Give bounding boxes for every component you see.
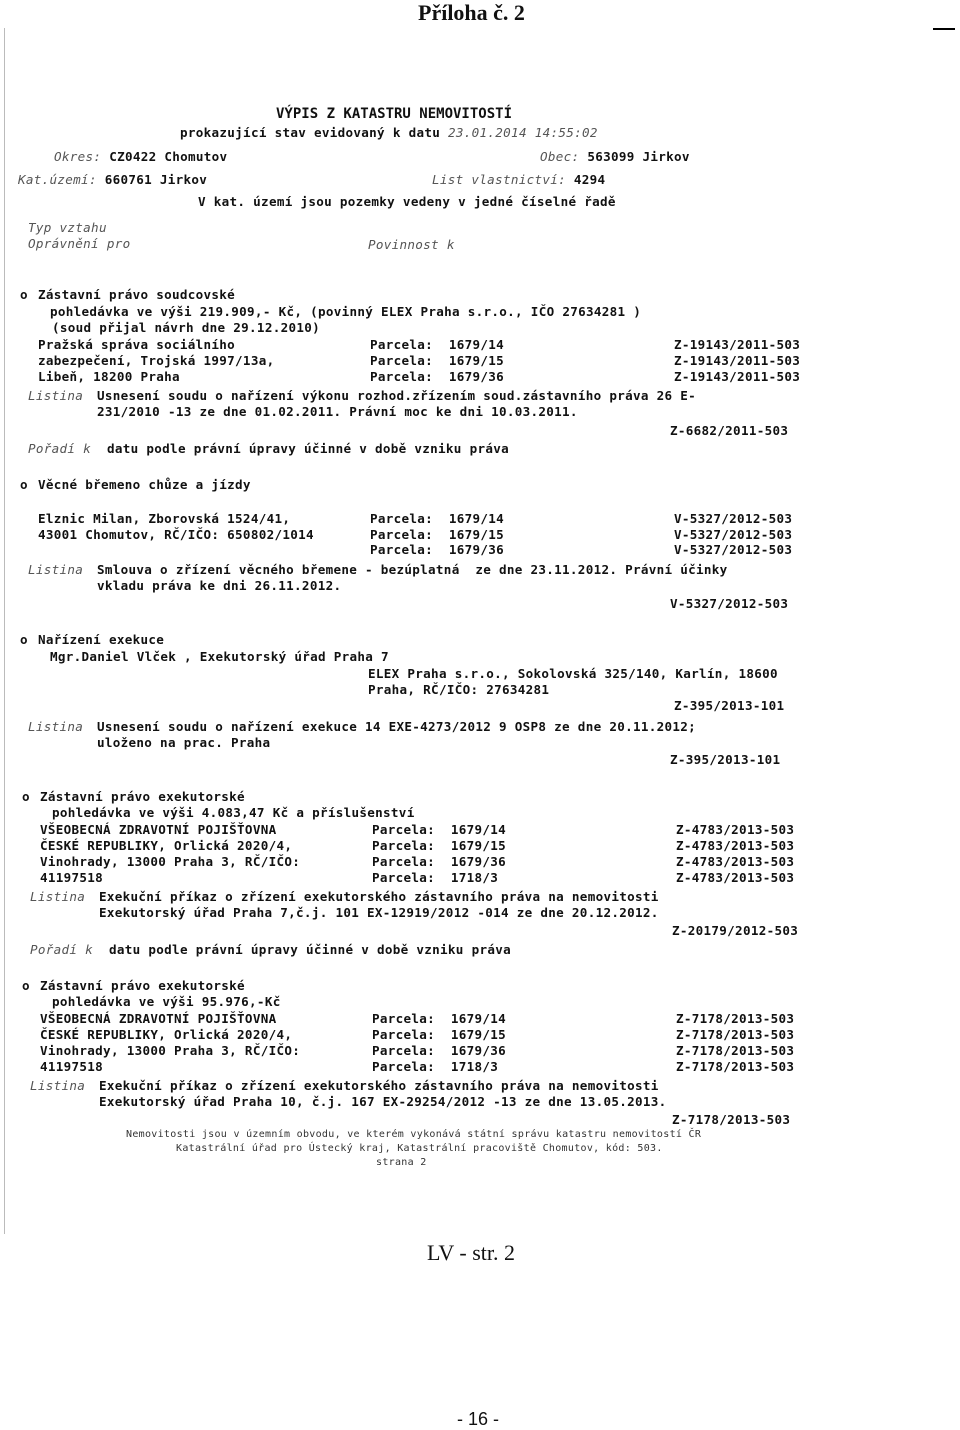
doc-footer-page: strana 2 — [376, 1157, 427, 1168]
doc-title: VÝPIS Z KATASTRU NEMOVITOSTÍ — [276, 106, 513, 122]
s2-title: Věcné břemeno chůze a jízdy — [38, 477, 251, 492]
s4-title: Zástavní právo exekutorské — [40, 789, 245, 804]
s4-parcel-1: Parcela: 1679/15 — [372, 838, 507, 853]
s1-listina-ref: Z-6682/2011-503 — [670, 423, 789, 438]
s4-parcel-0: Parcela: 1679/14 — [372, 822, 507, 837]
s4-poradi-text: datu podle právní úpravy účinné v době vzniku práva — [109, 942, 511, 957]
s2-parcel-0: Parcela: 1679/14 — [370, 511, 505, 526]
s2-listina-l2: vkladu práva ke dni 26.11.2012. — [97, 578, 342, 593]
s4-ref-0: Z-4783/2013-503 — [676, 822, 795, 837]
s4-poradi-label: Pořadí k — [30, 942, 94, 957]
s5-ref-1: Z-7178/2013-503 — [676, 1027, 795, 1042]
s3-listina-label: Listina — [28, 719, 84, 734]
s1-title: Zástavní právo soudcovské — [38, 287, 236, 302]
doc-subtitle: prokazující stav evidovaný k datu 23.01.2014 14:55:02 — [180, 125, 598, 140]
s1-ent-1: zabezpečení, Trojská 1997/13a, — [38, 353, 275, 368]
doc-note: V kat. území jsou pozemky vedeny v jedné číselné řadě — [198, 194, 616, 209]
s3-povinny-l2: Praha, RČ/IČO: 27634281 — [368, 682, 550, 697]
s1-line1: pohledávka ve výši 219.909,- Kč, (povinný ELEX Praha s.r.o., IČO 27634281 ) — [50, 304, 642, 319]
s3-bullet: o — [20, 632, 28, 647]
s5-parcel-1: Parcela: 1679/15 — [372, 1027, 507, 1042]
s2-ref-1: V-5327/2012-503 — [674, 527, 793, 542]
s5-ent-3: 41197518 — [40, 1059, 104, 1074]
s1-listina-label: Listina — [28, 388, 84, 403]
s1-ref-1: Z-19143/2011-503 — [674, 353, 801, 368]
s4-ent-3: 41197518 — [40, 870, 104, 885]
s5-parcel-0: Parcela: 1679/14 — [372, 1011, 507, 1026]
s5-parcel-3: Parcela: 1718/3 — [372, 1059, 499, 1074]
s4-ent-0: VŠEOBECNÁ ZDRAVOTNÍ POJIŠŤOVNA — [40, 822, 277, 837]
s3-line1: Mgr.Daniel Vlček , Exekutorský úřad Praha 7 — [50, 649, 389, 664]
s4-ref-2: Z-4783/2013-503 — [676, 854, 795, 869]
obec-row: Obec: 563099 Jirkov — [540, 149, 690, 164]
s5-listina-label: Listina — [30, 1078, 86, 1093]
s2-parcel-1: Parcela: 1679/15 — [370, 527, 505, 542]
s1-poradi-label: Pořadí k — [28, 441, 92, 456]
s1-ent-2: Libeň, 18200 Praha — [38, 369, 180, 384]
s2-listina-ref: V-5327/2012-503 — [670, 596, 789, 611]
s5-line1: pohledávka ve výši 95.976,-Kč — [52, 994, 281, 1009]
s3-listina-ref: Z-395/2013-101 — [670, 752, 781, 767]
page-number: - 16 - — [457, 1409, 500, 1429]
s5-listina-l2: Exekutorský úřad Praha 10, č.j. 167 EX-29254/2012 -13 ze dne 13.05.2013. — [99, 1094, 667, 1109]
s1-ref-0: Z-19143/2011-503 — [674, 337, 801, 352]
s4-ref-3: Z-4783/2013-503 — [676, 870, 795, 885]
s5-ref-0: Z-7178/2013-503 — [676, 1011, 795, 1026]
s3-listina-l2: uloženo na prac. Praha — [97, 735, 271, 750]
s2-ref-2: V-5327/2012-503 — [674, 542, 793, 557]
s1-poradi-text: datu podle právní úpravy účinné v době vzniku práva — [107, 441, 509, 456]
s1-listina-l2: 231/2010 -13 ze dne 01.02.2011. Právní moc ke dni 10.03.2011. — [97, 404, 578, 419]
katuzemi-row: Kat.území: 660761 Jirkov — [18, 172, 208, 187]
s4-listina-l1: Exekuční příkaz o zřízení exekutorského zástavního práva na nemovitosti — [99, 889, 659, 904]
s5-ent-2: Vinohrady, 13000 Praha 3, RČ/IČO: — [40, 1043, 301, 1058]
s2-listina-label: Listina — [28, 562, 84, 577]
s1-parcel-2: Parcela: 1679/36 — [370, 369, 505, 384]
s4-ent-2: Vinohrady, 13000 Praha 3, RČ/IČO: — [40, 854, 301, 869]
s4-listina-label: Listina — [30, 889, 86, 904]
s1-ent-0: Pražská správa sociálního — [38, 337, 236, 352]
s1-bullet: o — [20, 287, 28, 302]
s3-povinny-l1: ELEX Praha s.r.o., Sokolovská 325/140, Karlín, 18600 — [368, 666, 778, 681]
s4-parcel-3: Parcela: 1718/3 — [372, 870, 499, 885]
s5-listina-ref: Z-7178/2013-503 — [672, 1112, 791, 1127]
s4-line1: pohledávka ve výši 4.083,47 Kč a příslušenství — [52, 805, 415, 820]
s5-bullet: o — [22, 978, 30, 993]
s5-ent-1: ČESKÉ REPUBLIKY, Orlická 2020/4, — [40, 1027, 293, 1042]
s5-ref-2: Z-7178/2013-503 — [676, 1043, 795, 1058]
s3-listina-l1: Usnesení soudu o nařízení exekuce 14 EXE-4273/2012 9 OSP8 ze dne 20.11.2012; — [97, 719, 697, 734]
s5-title: Zástavní právo exekutorské — [40, 978, 245, 993]
s1-ref-2: Z-19143/2011-503 — [674, 369, 801, 384]
lv-page-label: LV - str. 2 — [427, 1240, 516, 1265]
s5-ref-3: Z-7178/2013-503 — [676, 1059, 795, 1074]
list-row: List vlastnictví: 4294 — [432, 172, 606, 187]
s5-listina-l1: Exekuční příkaz o zřízení exekutorského zástavního práva na nemovitosti — [99, 1078, 659, 1093]
typ-vztahu-label: Typ vztahu — [28, 220, 107, 235]
scan-border — [4, 28, 5, 1234]
s1-parcel-1: Parcela: 1679/15 — [370, 353, 505, 368]
s2-ent-1: 43001 Chomutov, RČ/IČO: 650802/1014 — [38, 527, 314, 542]
povinnost-label: Povinnost k — [368, 237, 455, 252]
s2-listina-l1: Smlouva o zřízení věcného břemene - bezúplatná ze dne 23.11.2012. Právní účinky — [97, 562, 728, 577]
s2-bullet: o — [20, 477, 28, 492]
s4-ent-1: ČESKÉ REPUBLIKY, Orlická 2020/4, — [40, 838, 293, 853]
header-dash — [933, 28, 955, 30]
s4-ref-1: Z-4783/2013-503 — [676, 838, 795, 853]
okres-row: Okres: CZ0422 Chomutov — [54, 149, 228, 164]
s4-parcel-2: Parcela: 1679/36 — [372, 854, 507, 869]
s2-ent-0: Elznic Milan, Zborovská 1524/41, — [38, 511, 291, 526]
s4-bullet: o — [22, 789, 30, 804]
s4-listina-ref: Z-20179/2012-503 — [672, 923, 799, 938]
s1-listina-l1: Usnesení soudu o nařízení výkonu rozhod.zřízením soud.zástavního práva 26 E- — [97, 388, 697, 403]
opravneni-label: Oprávnění pro — [28, 236, 131, 251]
s5-ent-0: VŠEOBECNÁ ZDRAVOTNÍ POJIŠŤOVNA — [40, 1011, 277, 1026]
s4-listina-l2: Exekutorský úřad Praha 7,č.j. 101 EX-12919/2012 -014 ze dne 20.12.2012. — [99, 905, 659, 920]
page-header-title: Příloha č. 2 — [418, 0, 525, 25]
s1-line2: (soud přijal návrh dne 29.12.2010) — [52, 320, 320, 335]
s2-ref-0: V-5327/2012-503 — [674, 511, 793, 526]
doc-footer-line1: Nemovitosti jsou v územním obvodu, ve kterém vykonává státní správu katastru nemovitostí ČR — [126, 1129, 702, 1140]
s3-title: Nařízení exekuce — [38, 632, 165, 647]
s3-ref: Z-395/2013-101 — [674, 698, 785, 713]
doc-footer-line2: Katastrální úřad pro Ústecký kraj, Katastrální pracoviště Chomutov, kód: 503. — [176, 1143, 663, 1154]
s2-parcel-2: Parcela: 1679/36 — [370, 542, 505, 557]
s5-parcel-2: Parcela: 1679/36 — [372, 1043, 507, 1058]
s1-parcel-0: Parcela: 1679/14 — [370, 337, 505, 352]
